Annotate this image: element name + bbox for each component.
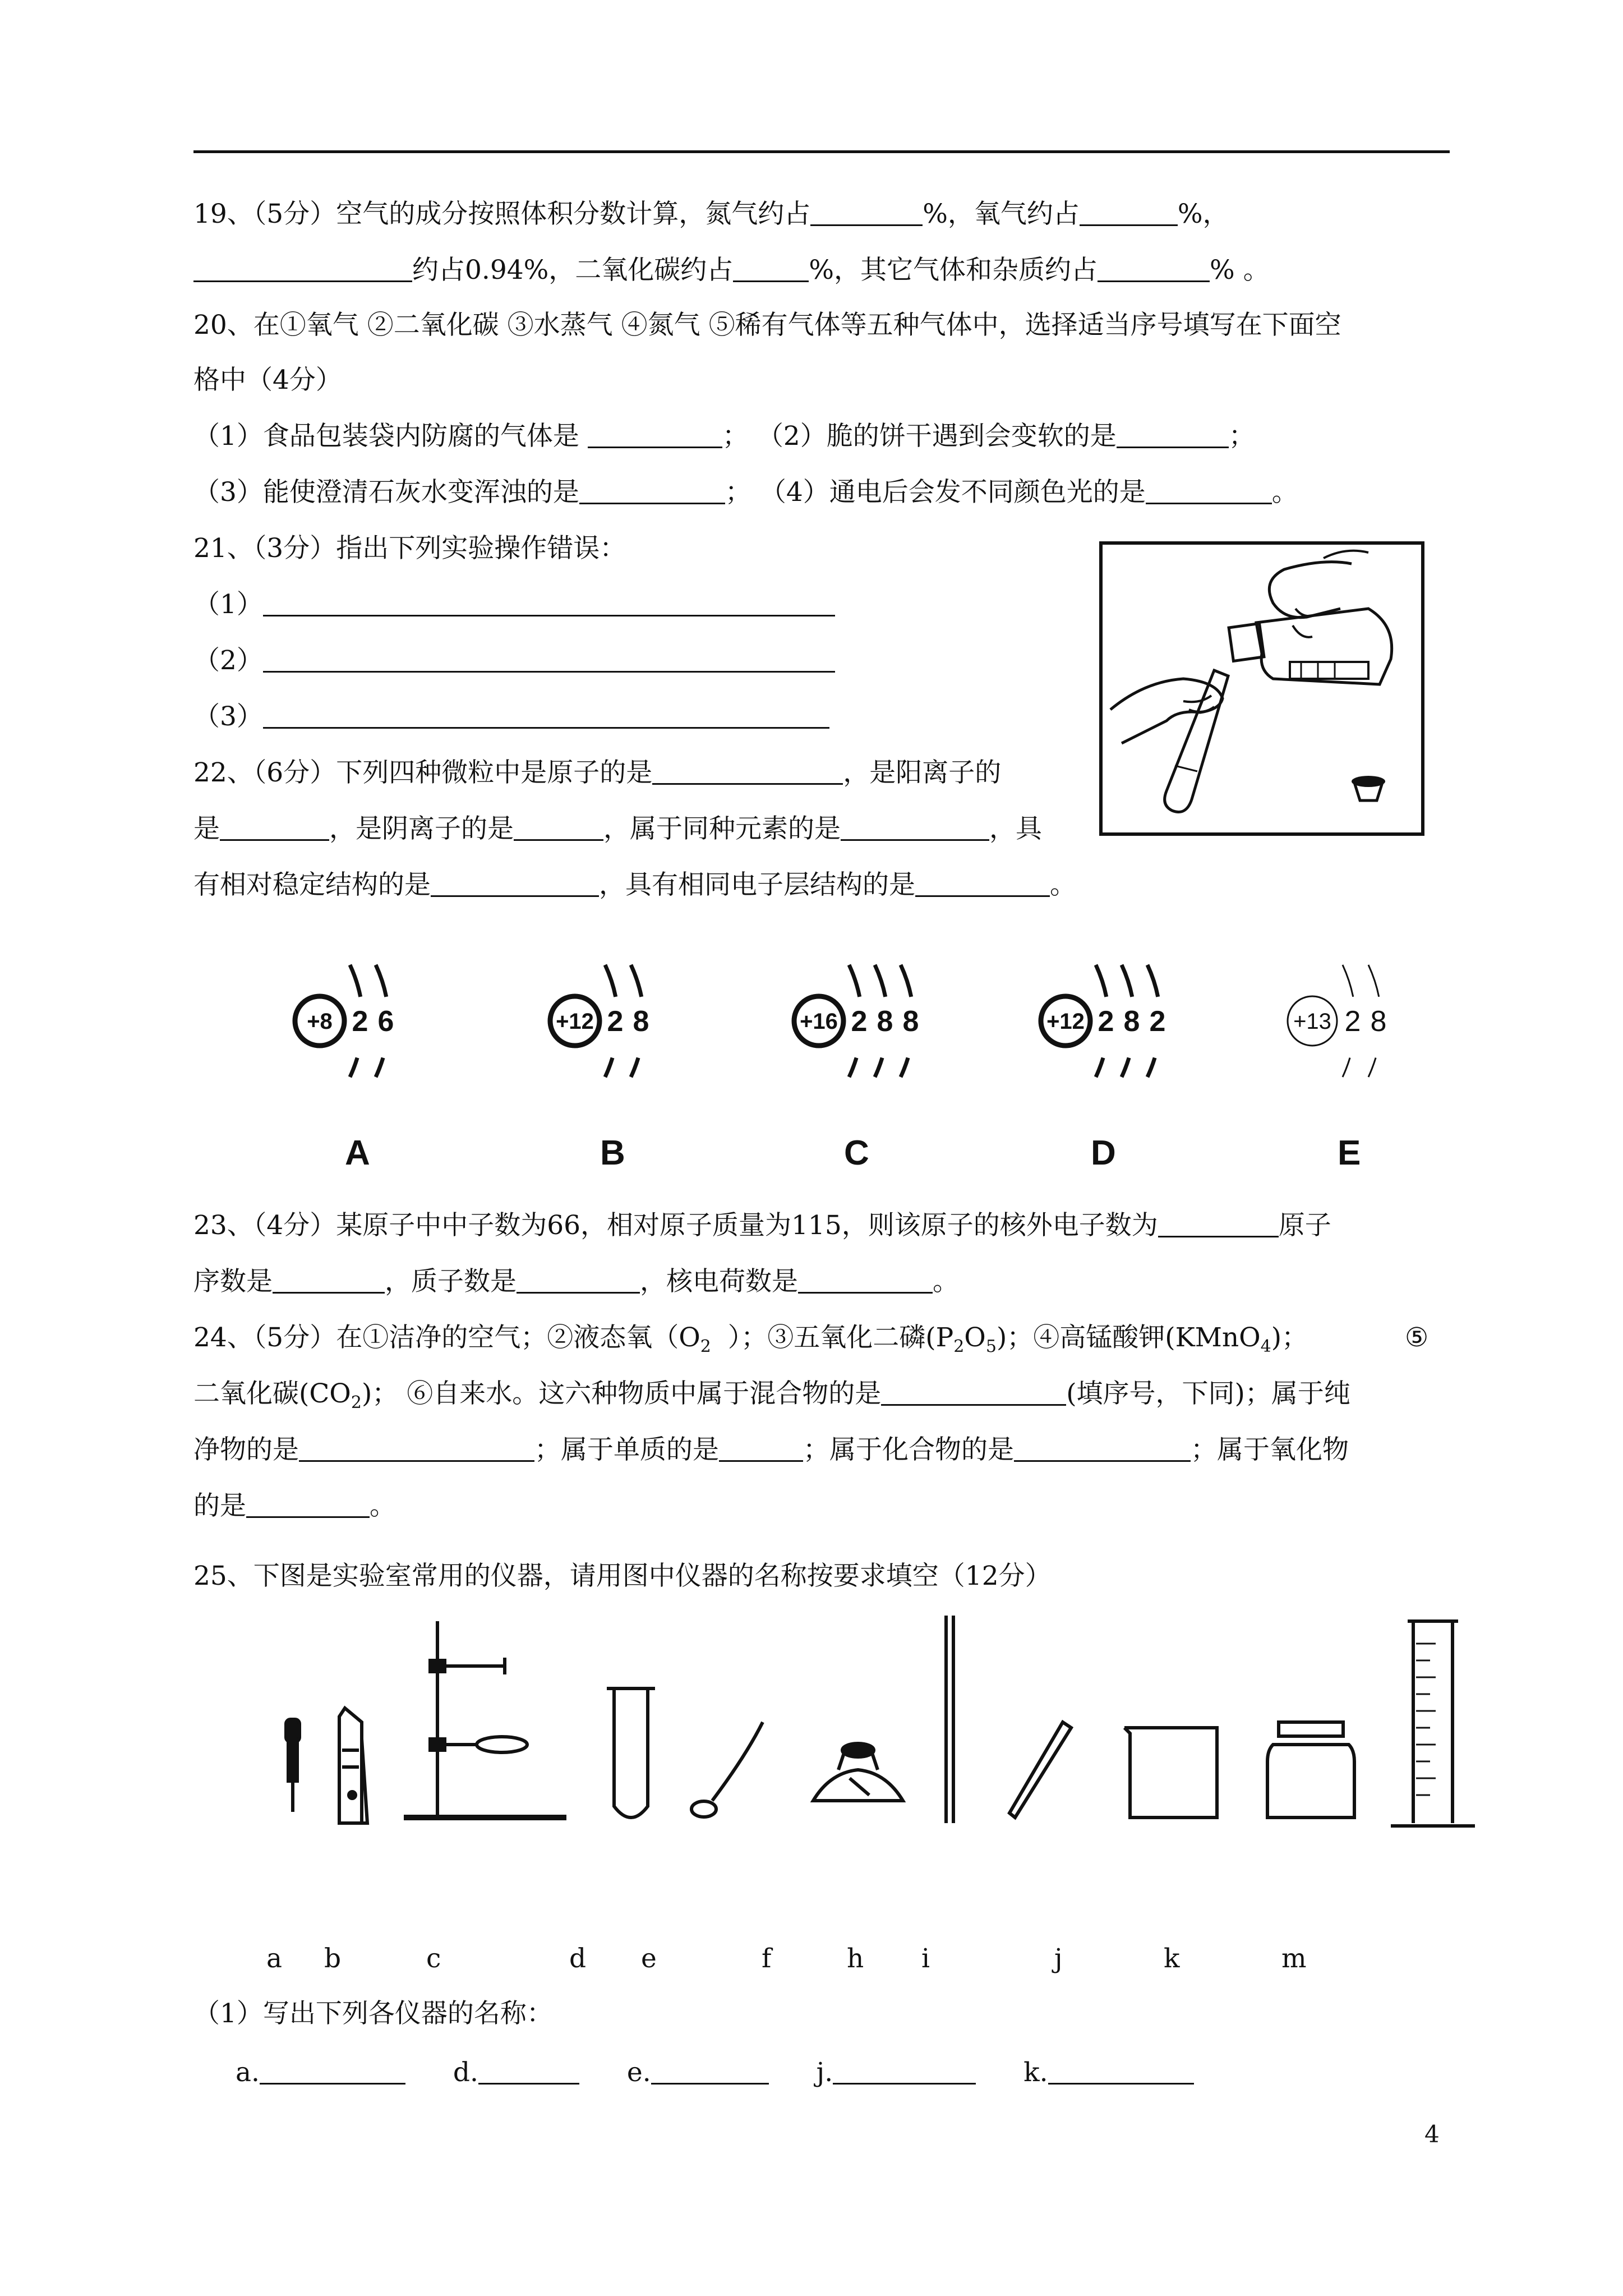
q24-sub-p: 2 [953,1337,965,1356]
q25-sub1: （1）写出下列各仪器的名称： [193,1998,553,2029]
q22-text-b: ，是阳离子的 [843,757,1002,788]
q22-text-d: ，是阴离子的是 [329,813,514,844]
shell-electron-count: 8 [877,1005,893,1038]
q22-line1 [193,756,1001,790]
q22-blank-same-shell[interactable] [915,871,1050,897]
atom-label-C: C [844,1134,869,1172]
q24-line2 [193,1377,1350,1420]
iron-stand-icon [404,1621,566,1818]
q19-blank-other[interactable] [1098,256,1210,282]
q24-text-m: 的是 [193,1490,246,1521]
glass-rod-icon [946,1616,953,1823]
q24-text-e: )； [1271,1322,1308,1353]
q22-line3 [193,868,1076,902]
q21-item-1 [193,588,835,622]
q23-text-d: ，质子数是 [385,1266,517,1297]
q25-title: 25、下图是实验室常用的仪器，请用图中仪器的名称按要求填空（12分） [193,1561,1052,1591]
q25-fill-a: a. [236,2057,260,2088]
q24-blank-oxide[interactable] [246,1492,370,1518]
q22-blank-atom[interactable] [652,758,843,785]
q20-end4: 。 [1271,477,1298,508]
q21-blank-1[interactable] [263,590,835,616]
q23-text-b: 原子 [1278,1210,1331,1241]
q19-line2 [193,254,1270,287]
q21-item-2 [193,644,835,678]
instrument-letter-c: c [426,1943,441,1974]
q24-text-c: O [964,1322,986,1353]
q22-text-i: 。 [1050,869,1076,900]
q24-sub-o4: 4 [1260,1337,1271,1356]
q23-blank-electrons[interactable] [1158,1211,1279,1237]
q22-text-a: 22、（6分）下列四种微粒中是原子的是 [193,757,653,788]
dropper-icon [286,1719,299,1812]
q24-text-d: )；④高锰酸钾(KMnO [996,1322,1261,1353]
q20-blank-1[interactable] [588,422,722,448]
q22-text-e: ，属于同种元素的是 [603,813,841,844]
spatula-spoon-icon [691,1722,763,1817]
q19-text-b: %，氧气约占 [923,199,1080,229]
q24-text-j: ；属于单质的是 [534,1434,719,1465]
q20-line1: 20、在①氧气 ②二氧化碳 ③水蒸气 ④氮气 ⑤稀有气体等五种气体中，选择适当序号填写在下面空 [193,310,1341,341]
q24-text-i: 净物的是 [193,1434,299,1465]
atom-label-D: D [1091,1134,1116,1172]
q22-blank-same-element[interactable] [841,815,989,841]
q25-blank-k[interactable] [1048,2058,1194,2085]
q23-blank-protons[interactable] [517,1267,640,1294]
shell-electron-count: 8 [633,1005,649,1038]
q24-text-a: 24、（5分）在①洁净的空气；②液态氧（O [193,1322,700,1353]
q24-sub-o2: 2 [700,1337,711,1356]
shell-electron-count: 2 [1344,1005,1361,1038]
q20-item4: （4）通电后会发不同颜色光的是 [759,477,1146,508]
lab-instruments-illustration [264,1610,1497,1846]
q24-item5-marker: ⑤ [1405,1322,1429,1353]
instrument-letter-f: f [762,1943,772,1974]
q20-line2: 格中（4分） [193,365,342,395]
q19-text-e: %，其它气体和杂质约占 [809,255,1098,286]
atom-diagram-E [1284,948,1430,1094]
q24-line3 [193,1433,1349,1467]
q25-blank-a[interactable] [260,2058,405,2085]
q21-label-3: （3） [193,701,263,732]
q24-text-b: ）；③五氧化二磷(P [727,1322,954,1353]
shell-electron-count: 2 [607,1005,624,1038]
q24-text-l: ；属于氧化物 [1191,1434,1349,1465]
q20-row1 [193,420,1255,453]
q22-blank-anion[interactable] [514,815,603,841]
nucleus-charge: +13 [1293,1009,1331,1034]
atom-label-B: B [600,1134,625,1172]
q20-sep2: ； [1228,421,1255,452]
atom-diagram-A [292,948,437,1094]
q22-text-h: ，具有相同电子层结构的是 [599,869,915,900]
q24-text-f: 二氧化碳(CO [193,1378,351,1409]
q19-text-f: % 。 [1209,255,1270,286]
q21-label-2: （2） [193,645,263,676]
q23-text-a: 23、（4分）某原子中中子数为66，相对原子质量为115，则该原子的核外电子数为 [193,1210,1158,1241]
q25-blank-j[interactable] [833,2058,976,2085]
q24-text-k: ；属于化合物的是 [803,1434,1014,1465]
q19-blank-argon[interactable] [193,256,412,282]
q25-fill-k: k. [1023,2057,1048,2088]
shell-electron-count: 2 [1149,1005,1166,1038]
shell-electron-count: 8 [1123,1005,1140,1038]
q21-title: 21、（3分）指出下列实验操作错误： [193,533,626,564]
shell-electron-count: 2 [851,1005,868,1038]
q21-blank-3[interactable] [263,702,829,729]
test-tube-icon [607,1688,655,1818]
q19-blank-nitrogen[interactable] [810,200,923,226]
q23-text-f: 。 [933,1266,959,1297]
q23-line1 [193,1209,1331,1243]
q20-sep1: ； [722,421,749,452]
atom-diagram-D [1038,948,1183,1094]
test-tube-clamp-icon [339,1708,367,1823]
q24-blank-pure[interactable] [299,1435,534,1462]
q24-blank-element[interactable] [719,1435,803,1462]
q22-blank-cation[interactable] [220,815,329,841]
shell-electron-count: 8 [1370,1005,1387,1038]
alcohol-lamp-icon [813,1743,903,1801]
q21-label-1: （1） [193,589,263,620]
q24-line4 [193,1489,396,1523]
q22-line2 [193,812,1042,846]
instrument-letter-d: d [569,1943,587,1974]
atom-label-E: E [1338,1134,1361,1172]
instrument-letter-k: k [1164,1943,1180,1974]
q25-fill-row [236,2056,1194,2090]
q20-blank-2[interactable] [1117,422,1229,448]
q23-text-e: ，核电荷数是 [640,1266,798,1297]
atom-diagram-B [547,948,693,1094]
q20-item3: （3）能使澄清石灰水变浑浊的是 [193,477,579,508]
q23-line2 [193,1265,959,1299]
nucleus-charge: +12 [556,1009,594,1034]
graduated-cylinder-icon [1391,1621,1475,1826]
q25-blank-e[interactable] [651,2058,769,2085]
q20-item1: （1）食品包装袋内防腐的气体是 [193,421,579,452]
q25-fill-e: e. [626,2057,651,2088]
q25-blank-d[interactable] [478,2058,579,2085]
q25-fill-d: d. [453,2057,478,2088]
q24-text-h: (填序号，下同)；属于纯 [1066,1378,1350,1409]
q24-sub-co2: 2 [351,1393,362,1412]
nucleus-charge: +12 [1046,1009,1085,1034]
q24-blank-compound[interactable] [1014,1435,1191,1462]
instrument-letter-i: i [921,1943,930,1974]
q24-text-g: )； ⑥自来水。这六种物质中属于混合物的是 [361,1378,882,1409]
q20-blank-3[interactable] [579,478,725,504]
q22-text-g: 有相对稳定结构的是 [193,869,431,900]
q23-blank-charge[interactable] [798,1267,933,1294]
nucleus-charge: +8 [307,1009,333,1034]
q22-blank-stable[interactable] [431,871,599,897]
q19-text-a: 19、（5分）空气的成分按照体积分数计算，氮气约占 [193,199,811,229]
q22-text-c: 是 [193,813,220,844]
atom-label-A: A [345,1134,370,1172]
instrument-letter-j: j [1054,1943,1063,1974]
instrument-letter-h: h [847,1943,864,1974]
q23-text-c: 序数是 [193,1266,273,1297]
instrument-letter-b: b [324,1943,342,1974]
instrument-letter-e: e [641,1943,657,1974]
beaker-icon [1124,1728,1217,1818]
shell-electron-count: 2 [1098,1005,1114,1038]
q19-line1 [193,197,1229,231]
q20-item2: （2）脆的饼干遇到会变软的是 [757,421,1117,452]
instrument-letter-m: m [1281,1943,1307,1974]
q21-blank-2[interactable] [263,646,835,673]
atom-diagram-C [791,948,937,1094]
header-rule [193,150,1450,153]
q25-fill-j: j. [816,2057,833,2088]
q24-line1 [193,1321,1308,1364]
q24-sub-o5: 5 [985,1337,997,1356]
q24-blank-mixture[interactable] [881,1379,1066,1406]
page-number: 4 [1424,2120,1440,2148]
instrument-letter-a: a [266,1943,283,1974]
q22-text-f: ，具 [989,813,1042,844]
q19-text-d: 约占0.94%，二氧化碳约占 [412,255,734,286]
q23-blank-atomic-number[interactable] [273,1267,385,1294]
shell-electron-count: 6 [377,1005,394,1038]
pouring-liquid-illustration [1099,541,1424,836]
q19-text-c: %， [1177,199,1229,229]
q19-blank-oxygen[interactable] [1080,200,1178,226]
q20-blank-4[interactable] [1146,478,1272,504]
tweezers-icon [1009,1722,1071,1818]
q19-blank-co2[interactable] [733,256,809,282]
shell-electron-count: 8 [902,1005,919,1038]
q24-text-n: 。 [370,1490,396,1521]
q20-row2 [193,476,1298,509]
wide-mouth-bottle-icon [1267,1722,1354,1818]
shell-electron-count: 2 [352,1005,368,1038]
nucleus-charge: +16 [800,1009,838,1034]
q20-sep3: ； [725,477,751,508]
q21-item-3 [193,700,829,734]
